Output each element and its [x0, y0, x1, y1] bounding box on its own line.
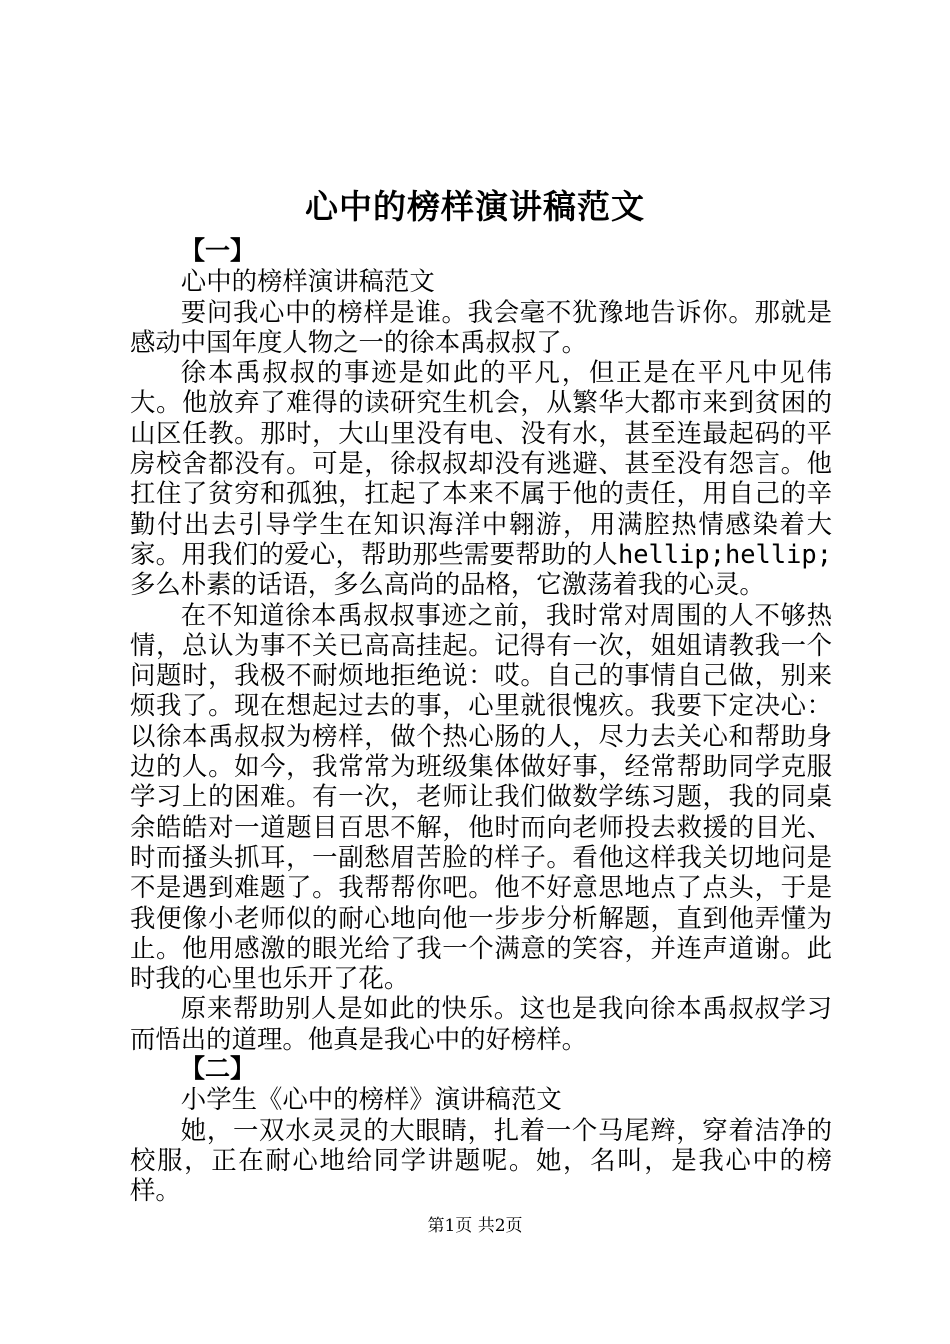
- section-heading-2: 【二】: [180, 1054, 256, 1084]
- paragraph: 要问我心中的榜样是谁。我会毫不犹豫地告诉你。那就是感动中国年度人物之一的徐本禹叔叔了。: [130, 296, 832, 357]
- page-number: 第1页 共2页: [427, 1216, 523, 1236]
- section-subtitle-1: 心中的榜样演讲稿范文: [180, 266, 435, 297]
- section-heading-1: 【一】: [180, 236, 256, 265]
- paragraph: 原来帮助别人是如此的快乐。这也是我向徐本禹叔叔学习而悟出的道理。他真是我心中的好榜样。: [130, 993, 832, 1054]
- section-subtitle-2: 小学生《心中的榜样》演讲稿范文: [180, 1084, 562, 1115]
- document-title: 心中的榜样演讲稿范文: [305, 187, 645, 226]
- document-body: [130, 236, 832, 1206]
- paragraph: 她，一双水灵灵的大眼睛，扎着一个马尾辫，穿着洁净的校服，正在耐心地给同学讲题呢。她，名叫，是我心中的榜样。: [130, 1114, 832, 1206]
- paragraph: 在不知道徐本禹叔叔事迹之前，我时常对周围的人不够热情，总认为事不关已高高挂起。记得有一次，姐姐请教我一个问题时，我极不耐烦地拒绝说：哎。自己的事情自己做，别来烦我了。现在想起过去的事，心里就很愧疚。我要下定决心：以徐本禹叔叔为榜样，做个热心肠的人，尽力去关心和帮助身边的人。如今，我常常为班级集体做好事，经常帮助同学克服学习上的困难。有一次，老师让我们做数学练习题，我的同桌余皓皓对一道题目百思不解，他时而向老师投去救援的目光、时而搔头抓耳，一副愁眉苦脸的样子。看他这样我关切地问是不是遇到难题了。我帮帮你吧。他不好意思地点了点头，于是我便像小老师似的耐心地向他一步步分析解题，直到他弄懂为止。他用感激的眼光给了我一个满意的笑容，并连声道谢。此时我的心里也乐开了花。: [130, 599, 832, 994]
- paragraph: 徐本禹叔叔的事迹是如此的平凡，但正是在平凡中见伟大。他放弃了难得的读研究生机会，从繁华大都市来到贫困的山区任教。那时，大山里没有电、没有水，甚至连最起码的平房校舍都没有。可是，徐叔叔却没有逃避、甚至没有怨言。他扛住了贫穷和孤独，扛起了本来不属于他的责任，用自己的辛勤付出去引导学生在知识海洋中翱游，用满腔热情感染着大家。用我们的爱心，帮助那些需要帮助的人hellip;hellip;多么朴素的话语，多么高尚的品格，它激荡着我的心灵。: [130, 357, 832, 600]
